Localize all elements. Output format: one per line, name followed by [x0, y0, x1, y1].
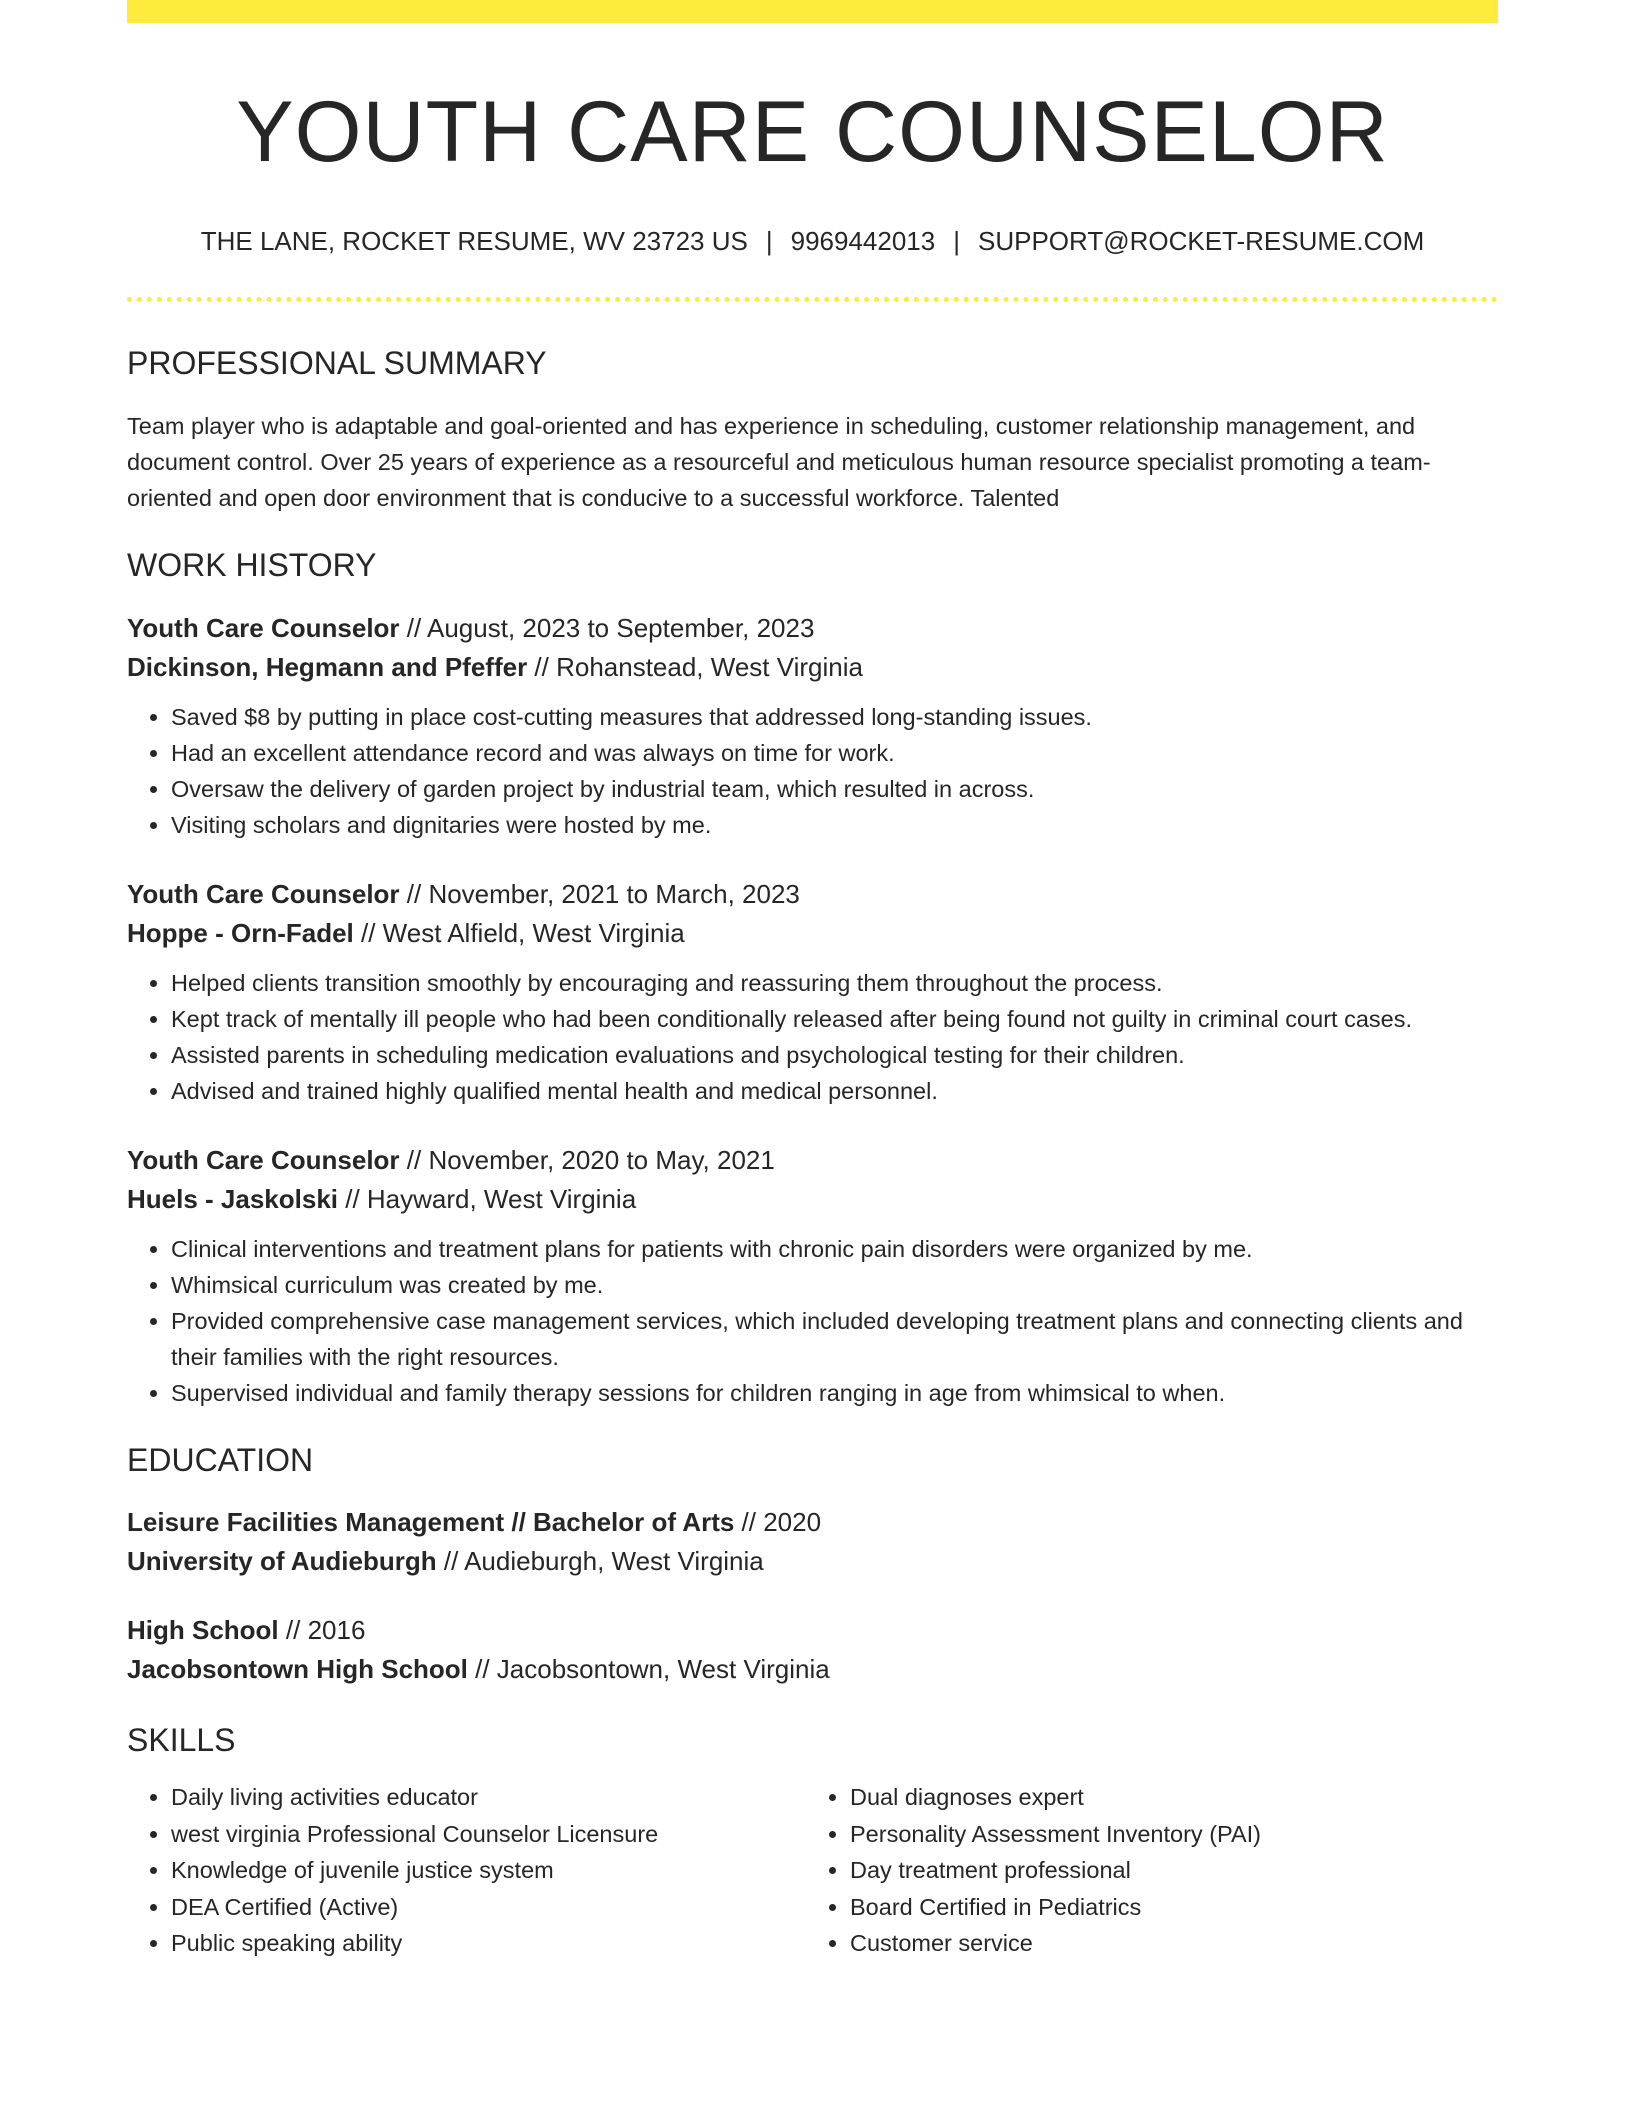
dotted-divider — [127, 297, 1498, 302]
skill-item: • Board Certified in Pediatrics — [850, 1889, 1481, 1926]
skill-item: • Day treatment professional — [850, 1852, 1481, 1889]
skills-heading: SKILLS — [127, 1721, 236, 1758]
job-title-line — [127, 875, 1498, 914]
job-company-line — [127, 648, 1498, 687]
job-title-line — [127, 609, 1498, 648]
school-name: Jacobsontown High School — [127, 1653, 468, 1684]
list-item: • Helped clients transition smoothly by encouraging and reassuring them throughout the process. — [171, 965, 1498, 1001]
contact-phone: 9969442013 — [790, 225, 936, 256]
summary-heading: PROFESSIONAL SUMMARY — [127, 344, 547, 381]
degree-line — [127, 1611, 1498, 1650]
skill-item: • Knowledge of juvenile justice system — [171, 1852, 802, 1889]
job-location: // Hayward, West Virginia — [338, 1183, 637, 1214]
work-entry — [127, 1141, 1498, 1411]
school-name: University of Audieburgh — [127, 1545, 437, 1576]
skill-item: • DEA Certified (Active) — [171, 1889, 802, 1926]
skill-item: • west virginia Professional Counselor Licensure — [171, 1816, 802, 1853]
job-bullets — [127, 965, 1498, 1109]
degree-line — [127, 1503, 1498, 1542]
list-item: • Provided comprehensive case management services, which included developing treatment plans and connecting clients and their families with the right resources. — [171, 1303, 1498, 1375]
list-item: • Oversaw the delivery of garden project by industrial team, which resulted in across. — [171, 771, 1498, 807]
list-item: • Supervised individual and family therapy sessions for children ranging in age from whimsical to when. — [171, 1375, 1498, 1411]
skill-item: • Public speaking ability — [171, 1925, 802, 1962]
school-line — [127, 1542, 1498, 1581]
skill-item: • Daily living activities educator — [171, 1779, 802, 1816]
contact-separator: | — [765, 225, 773, 256]
work-history-heading: WORK HISTORY — [127, 547, 377, 584]
degree-year: // 2016 — [278, 1614, 366, 1645]
list-item: • Advised and trained highly qualified mental health and medical personnel. — [171, 1073, 1498, 1109]
contact-email: SUPPORT@ROCKET-RESUME.COM — [977, 225, 1425, 256]
resume-page — [127, 0, 1498, 1962]
list-item: • Saved $8 by putting in place cost-cutting measures that addressed long-standing issues. — [171, 699, 1498, 735]
school-line — [127, 1650, 1498, 1689]
job-dates: // November, 2020 to May, 2021 — [399, 1144, 775, 1175]
list-item: • Kept track of mentally ill people who had been conditionally released after being found not guilty in criminal court cases. — [171, 1001, 1498, 1037]
job-bullets — [127, 1231, 1498, 1411]
job-dates: // August, 2023 to September, 2023 — [399, 612, 815, 643]
education-entry — [127, 1611, 1498, 1689]
contact-address: THE LANE, ROCKET RESUME, WV 23723 US — [200, 225, 748, 256]
skill-item: • Dual diagnoses expert — [850, 1779, 1481, 1816]
job-title-line — [127, 1141, 1498, 1180]
skills-grid — [127, 1779, 1498, 1962]
job-role: Youth Care Counselor — [127, 612, 400, 643]
list-item: • Had an excellent attendance record and was always on time for work. — [171, 735, 1498, 771]
skill-item: • Customer service — [850, 1925, 1481, 1962]
job-company-line — [127, 914, 1498, 953]
job-bullets — [127, 699, 1498, 843]
job-company-line — [127, 1180, 1498, 1219]
education-heading: EDUCATION — [127, 1441, 314, 1478]
job-role: Youth Care Counselor — [127, 878, 400, 909]
page-title: YOUTH CARE COUNSELOR — [236, 84, 1389, 180]
skills-column-left — [127, 1779, 802, 1962]
list-item: • Assisted parents in scheduling medication evaluations and psychological testing for their children. — [171, 1037, 1498, 1073]
job-location: // West Alfield, West Virginia — [353, 917, 685, 948]
job-location: // Rohanstead, West Virginia — [527, 651, 863, 682]
degree-year: // 2020 — [734, 1506, 822, 1537]
job-company: Dickinson, Hegmann and Pfeffer — [127, 651, 528, 682]
summary-text: Team player who is adaptable and goal-oriented and has experience in scheduling, customer relationship management, and document control. Over 25 years of experience as a resourceful and meticulous human resource specialist promoting a team-oriented and open door environment that is conducive to a successful workforce. Talented — [127, 413, 1431, 512]
list-item: • Visiting scholars and dignitaries were hosted by me. — [171, 807, 1498, 843]
contact-line — [127, 226, 1498, 257]
contact-separator: | — [953, 225, 960, 256]
education-entry — [127, 1503, 1498, 1581]
list-item: • Clinical interventions and treatment plans for patients with chronic pain disorders were organized by me. — [171, 1231, 1498, 1267]
job-company: Hoppe - Orn-Fadel — [127, 917, 354, 948]
school-location: // Jacobsontown, West Virginia — [467, 1653, 830, 1684]
accent-bar — [127, 0, 1498, 23]
list-item: • Whimsical curriculum was created by me. — [171, 1267, 1498, 1303]
work-entry — [127, 875, 1498, 1109]
job-company: Huels - Jaskolski — [127, 1183, 338, 1214]
skills-column-right — [802, 1779, 1481, 1962]
degree-name: Leisure Facilities Management // Bachelor of Arts — [127, 1506, 735, 1537]
work-entry — [127, 609, 1498, 843]
skill-item: • Personality Assessment Inventory (PAI) — [850, 1816, 1481, 1853]
degree-name: High School — [127, 1614, 279, 1645]
school-location: // Audieburgh, West Virginia — [436, 1545, 764, 1576]
job-role: Youth Care Counselor — [127, 1144, 400, 1175]
job-dates: // November, 2021 to March, 2023 — [399, 878, 800, 909]
